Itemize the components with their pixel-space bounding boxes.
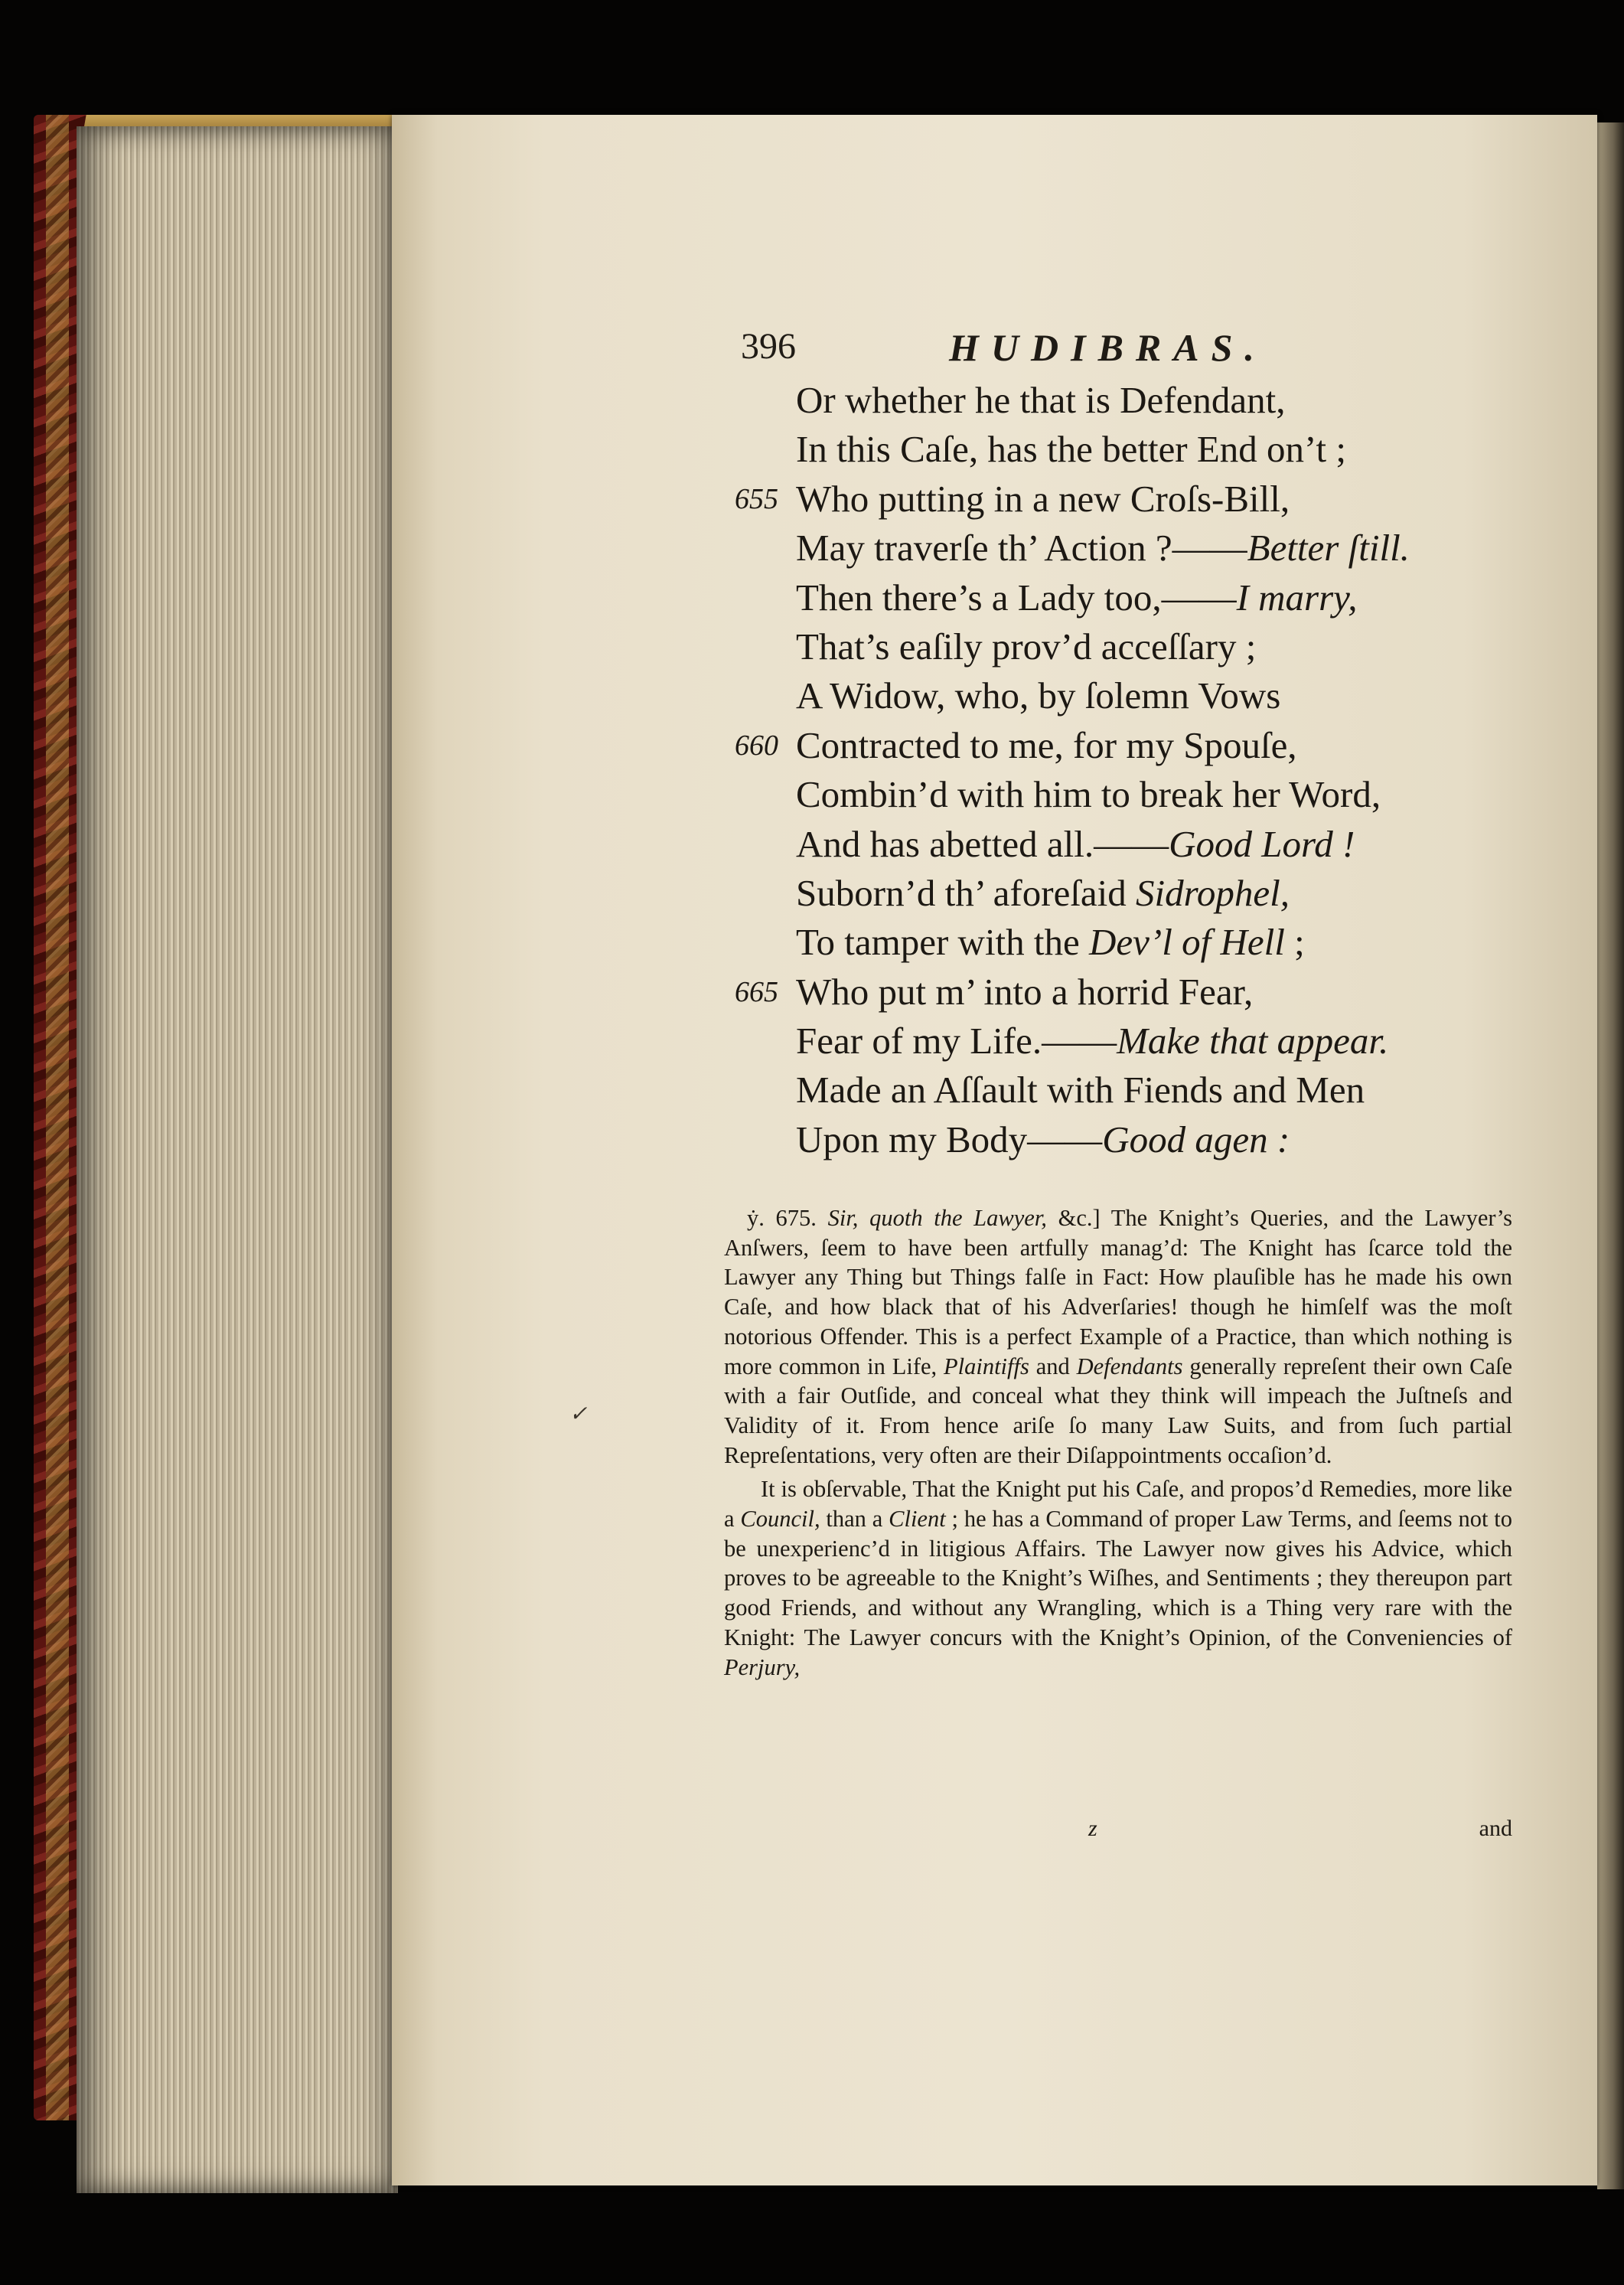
text-segment: ẏ. 675.	[747, 1205, 828, 1231]
text-segment: A Widow, who, by ſolemn Vows	[796, 674, 1281, 717]
text-segment: Combin’d with him to break her Word,	[796, 773, 1381, 816]
text-segment: Who put m’ into a horrid Fear,	[796, 970, 1254, 1013]
verse-line	[735, 1115, 1515, 1164]
page-footer	[724, 1816, 1512, 1846]
verse-line	[735, 721, 1515, 770]
line-text	[796, 968, 1253, 1017]
line-text	[796, 770, 1381, 819]
text-segment: And has abetted all.——	[796, 822, 1169, 865]
verse-line	[735, 968, 1515, 1017]
italic-segment: Good agen :	[1102, 1118, 1290, 1160]
italic-segment: Sidrophel,	[1136, 871, 1290, 914]
note-paragraph	[724, 1474, 1512, 1682]
line-text	[796, 622, 1256, 671]
text-segment: &c.] The Knight’s Queries, and the Lawyer’s Anſwers, ſeem to have been artfully manag’d: The Knight has ſcarce told the Lawyer any Thing but Things falſe in Fact: How plauſible has he made his own Caſe, and how black that of his Adverſaries! though he himſelf was the moſt notorious Offender. This is a perfect Example of a Practice, than which nothing is more common in Life,	[724, 1205, 1512, 1379]
line-number: 660	[735, 729, 778, 762]
italic-segment: Good Lord !	[1169, 822, 1355, 865]
gilt-tooling	[46, 115, 69, 2120]
text-segment: Upon my Body——	[796, 1118, 1103, 1160]
italic-segment: Plaintiffs	[944, 1353, 1029, 1379]
verse-line	[735, 770, 1515, 819]
commentary-notes	[724, 1203, 1512, 1682]
note-paragraph	[724, 1203, 1512, 1470]
line-text	[796, 1017, 1388, 1066]
verse-line	[735, 573, 1515, 622]
line-number: 665	[735, 975, 778, 1008]
text-segment: than a	[820, 1506, 889, 1533]
verse-block	[735, 376, 1515, 1164]
line-text	[796, 820, 1355, 869]
text-segment: generally repreſent their own Caſe with a fair Outſide, and conceal what they think will impeach the Juſtneſs and Validity of it. From hence ariſe ſo many Law Suits, and from ſuch partial Repreſentations, very often are their Diſappointments occaſion’d.	[724, 1353, 1512, 1468]
italic-segment: Make that appear.	[1117, 1020, 1389, 1063]
signature-mark: z	[1088, 1816, 1097, 1841]
running-title: HUDIBRAS.	[949, 326, 1267, 369]
italic-segment: Better ſtill.	[1247, 527, 1410, 570]
line-text	[796, 425, 1346, 474]
line-text	[796, 573, 1357, 622]
page-gutter-shadow	[1597, 122, 1624, 2189]
line-text	[796, 869, 1290, 918]
text-segment: To tamper with the	[796, 921, 1090, 964]
catchword: and	[1479, 1816, 1512, 1841]
verse-line	[735, 1017, 1515, 1066]
text-segment: May traverſe th’ Action ?——	[796, 527, 1247, 570]
text-segment: Or whether he that is Defendant,	[796, 379, 1286, 421]
text-segment: Suborn’d th’ aforeſaid	[796, 871, 1136, 914]
verse-line	[735, 425, 1515, 474]
line-text	[796, 1066, 1365, 1115]
margin-tick-mark: ✓	[569, 1402, 588, 1426]
italic-segment: Council,	[740, 1506, 820, 1533]
italic-segment: Defendants	[1076, 1353, 1183, 1379]
line-text	[796, 671, 1280, 720]
italic-segment: I marry,	[1236, 576, 1358, 619]
verse-line	[735, 1066, 1515, 1115]
text-segment: Fear of my Life.——	[796, 1020, 1117, 1063]
text-segment: and	[1029, 1353, 1077, 1379]
page-number: 396	[741, 326, 796, 367]
italic-segment: Sir, quoth the Lawyer,	[827, 1205, 1047, 1231]
running-head	[741, 325, 1322, 374]
text-segment: Who putting in a new Croſs-Bill,	[796, 477, 1290, 520]
italic-segment: Perjury,	[724, 1653, 801, 1680]
verse-line	[735, 524, 1515, 573]
line-text	[796, 1115, 1290, 1164]
verse-line	[735, 869, 1515, 918]
line-text	[796, 918, 1305, 967]
text-segment: That’s eaſily prov’d acceſſary ;	[796, 625, 1257, 668]
text-segment: It is obſervable, That the Knight put his Caſe, and propos’d Remedies, more like a	[724, 1476, 1512, 1533]
line-number: 655	[735, 482, 778, 515]
verse-line	[735, 918, 1515, 967]
page-block-fore-edge	[77, 126, 398, 2193]
text-segment: Then there’s a Lady too,——	[796, 576, 1237, 619]
text-segment: Made an Aſſault with Fiends and Men	[796, 1069, 1365, 1111]
line-text	[796, 376, 1286, 425]
line-text	[796, 475, 1290, 524]
line-text	[796, 721, 1297, 770]
text-segment: Contracted to me, for my Spouſe,	[796, 723, 1297, 766]
text-segment: In this Caſe, has the better End on’t ;	[796, 428, 1346, 471]
text-segment: ; he has a Command of proper Law Terms, and ſeems not to be unexperienc’d in litigious Affairs. The Lawyer now gives his Advice, which proves to be agreeable to the Knight’s Wiſhes, and Sentiments ; they thereupon part good Friends, and without any Wrangling, which is a Thing very rare with the Knight: The Lawyer concurs with the Knight’s Opinion, of the Conveniencies of	[724, 1506, 1512, 1650]
verse-line	[735, 671, 1515, 720]
line-text	[796, 524, 1410, 573]
verse-line	[735, 820, 1515, 869]
verse-line	[735, 376, 1515, 425]
text-segment: ;	[1284, 921, 1305, 964]
italic-segment: Dev’l of Hell	[1089, 921, 1285, 964]
verse-line	[735, 475, 1515, 524]
verse-line	[735, 622, 1515, 671]
italic-segment: Client	[889, 1506, 946, 1533]
